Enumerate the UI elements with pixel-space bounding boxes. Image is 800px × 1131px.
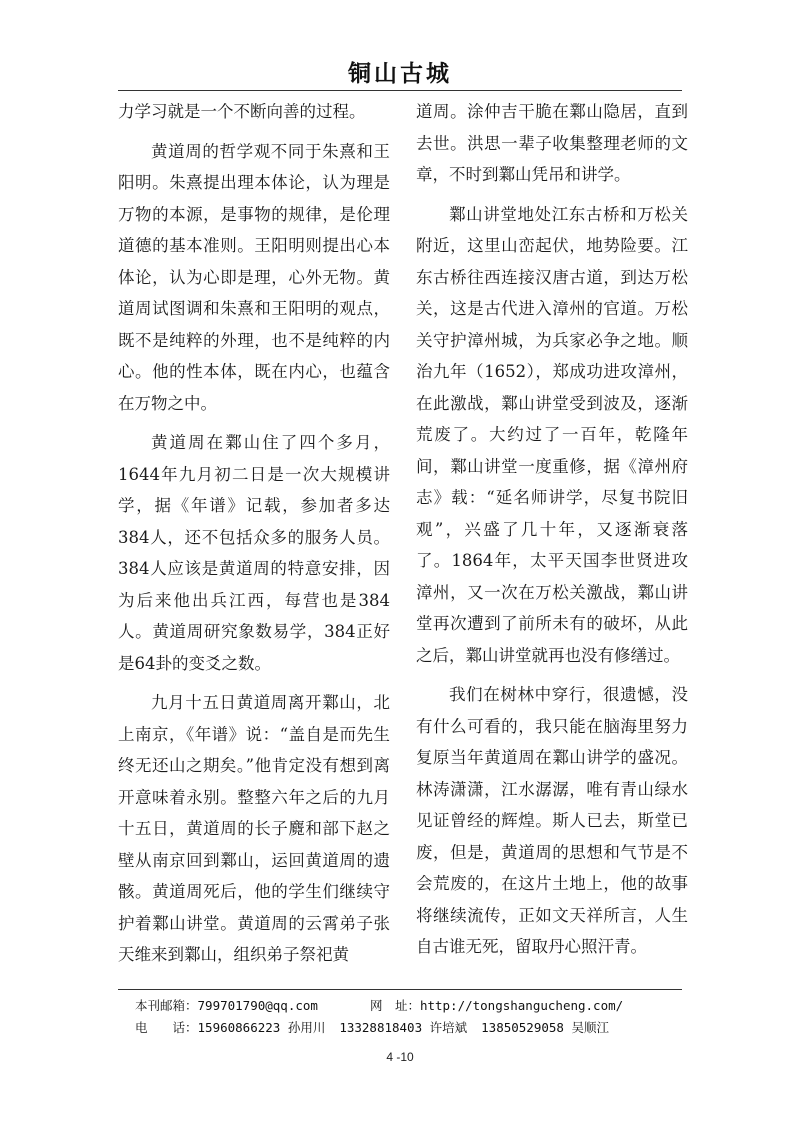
page-number: 4 -10: [386, 1050, 414, 1064]
paragraph: 鄴山讲堂地处江东古桥和万松关附近，这里山峦起伏，地势险要。江东古桥往西连接汉唐古道，到达万松关，这是古代进入漳州的官道。万松关守护漳州城，为兵家必争之地。顺治九年（1652），郑成功进攻漳州，在此激战，鄴山讲堂受到波及，逐渐荒废了。大约过了一百年，乾隆年间，鄴山讲堂一度重修，据《漳州府志》载：“延名师讲学，尽复书院旧观”，兴盛了几十年，又逐渐衰落了。1864年，太平天国李世贤进攻漳州，又一次在万松关激战，鄴山讲堂再次遭到了前所未有的破坏，从此之后，鄴山讲堂就再也没有修缮过。: [416, 204, 688, 665]
left-column: [118, 96, 390, 979]
phone-contact: 15960866223 孙用川: [197, 1020, 326, 1035]
header-divider: [118, 90, 682, 91]
paragraph: 力学习就是一个不断向善的过程。: [118, 102, 366, 121]
paragraph: 黄道周在鄴山住了四个多月，1644年九月初二日是一次大规模讲学，据《年谱》记载，参加者多达384人，还不包括众多的服务人员。384人应该是黄道周的特意安排，因为后来他出兵江西，每营也是384人。黄道周研究象数易学，384正好是64卦的变爻之数。: [118, 433, 390, 673]
footer-contact-line-2: [135, 1018, 695, 1036]
paragraph: 九月十五日黄道周离开鄴山，北上南京，《年谱》说：“盖自是而先生终无还山之期矣。”他肯定没有想到离开意味着永别。整整六年之后的九月十五日，黄道周的长子麑和部下赵之壁从南京回到鄴山，运回黄道周的遗骸。黄道周死后，他的学生们继续守护着鄴山讲堂。黄道周的云霄弟子张天维来到鄴山，组织弟子祭祀黄: [118, 693, 390, 964]
phone-label: 电 话：: [135, 1020, 198, 1035]
phone-contact: 13328818403 许培斌: [339, 1020, 468, 1035]
paragraph: 道周。涂仲吉干脆在鄴山隐居，直到去世。洪思一辈子收集整理老师的文章，不时到鄴山凭吊和讲学。: [416, 102, 688, 184]
paragraph: 黄道周的哲学观不同于朱熹和王阳明。朱熹提出理本体论，认为理是万物的本源，是事物的规律，是伦理道德的基本准则。王阳明则提出心本体论，认为心即是理，心外无物。黄道周试图调和朱熹和王阳明的观点，既不是纯粹的外理，也不是纯粹的内心。他的性本体，既在内心，也蕴含在万物之中。: [118, 141, 390, 413]
email-label: 本刊邮箱：: [135, 998, 198, 1013]
right-column: [416, 96, 688, 971]
footer-contact-line-1: [135, 996, 695, 1014]
url-label: 网 址：: [369, 998, 420, 1013]
phone-contact: 13850529058 吴顺江: [481, 1020, 609, 1035]
footer-divider: [118, 989, 682, 990]
website-link[interactable]: http://tongshangucheng.com/: [419, 998, 624, 1013]
email-address[interactable]: 799701790@qq.com: [197, 998, 318, 1013]
paragraph: 我们在树林中穿行，很遗憾，没有什么可看的，我只能在脑海里努力复原当年黄道周在鄴山讲学的盛况。林涛潇潇，江水潺潺，唯有青山绿水见证曾经的辉煌。斯人已去，斯堂已废，但是，黄道周的思想和气节是不会荒废的，在这片土地上，他的故事将继续流传，正如文天祥所言，人生自古谁无死，留取丹心照汗青。: [416, 685, 688, 956]
masthead-title: 铜山古城: [348, 60, 452, 87]
